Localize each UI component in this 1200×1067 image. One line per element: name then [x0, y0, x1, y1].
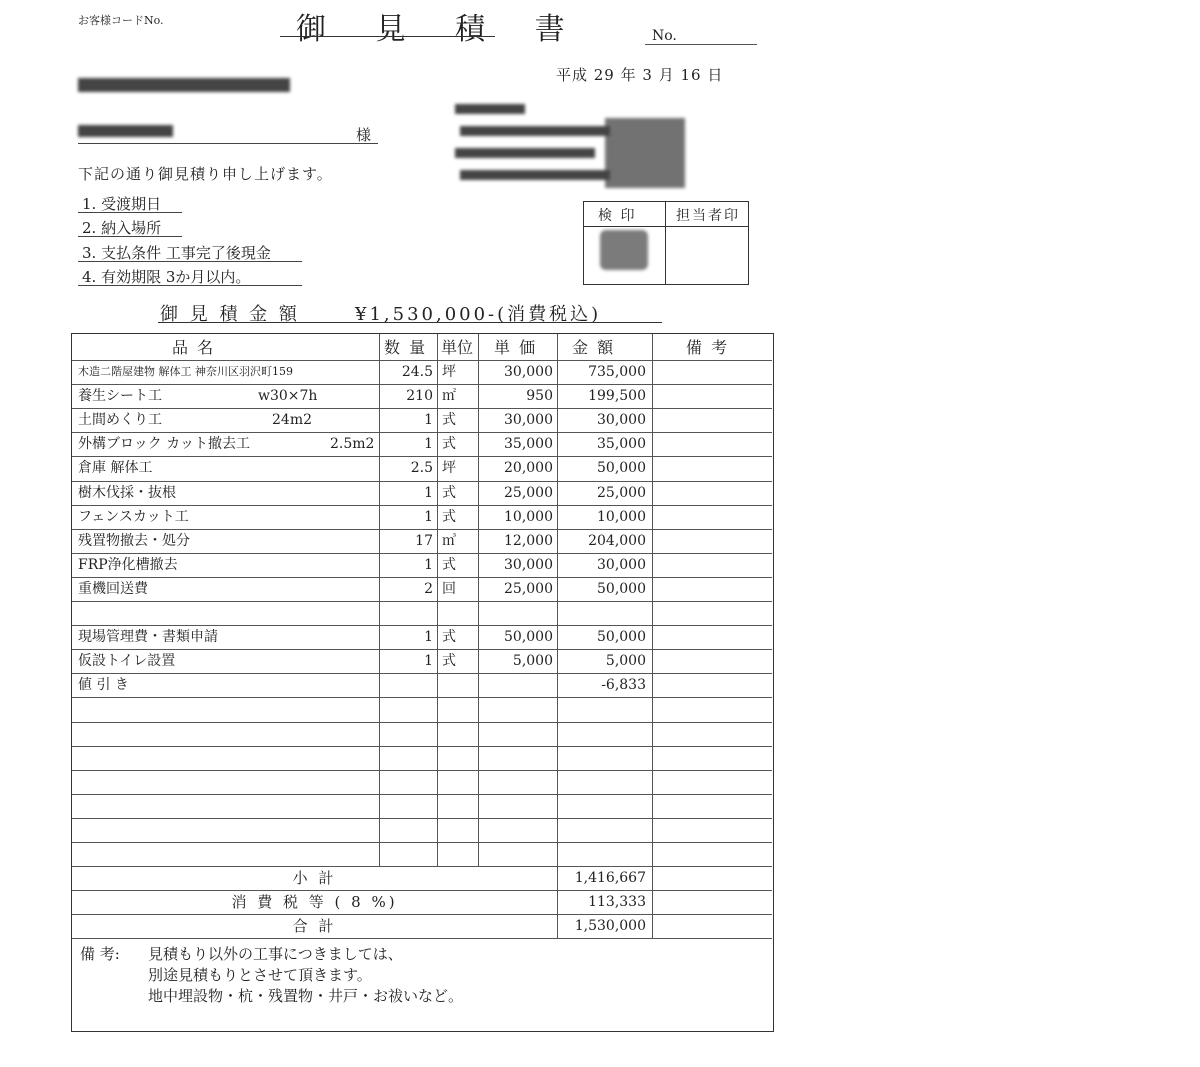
note-line: 別途見積もりとさせて頂きます。: [148, 966, 372, 984]
table-row-line: [72, 842, 772, 843]
inspection-stamp-label: 検 印: [598, 208, 637, 224]
item-qty-cell: 1: [424, 484, 433, 501]
table-column-line: [652, 334, 653, 938]
item-price-cell: 12,000: [504, 532, 553, 549]
item-unit-cell: 式: [442, 412, 456, 429]
item-amount-cell: 199,500: [588, 388, 646, 405]
item-qty-cell: 2: [424, 580, 433, 597]
item-unit-cell: ㎥: [442, 532, 456, 549]
intro-text: 下記の通り御見積り申し上げます。: [78, 165, 333, 183]
item-unit-cell: 坪: [442, 364, 456, 380]
item-name-cell: 残置物撤去・処分: [78, 532, 190, 549]
col-header-qty: 数 量: [384, 338, 428, 357]
item-name-cell: 倉庫 解体工: [78, 460, 153, 477]
item-amount-cell: 10,000: [597, 508, 646, 525]
item-qty-cell: 1: [424, 508, 433, 525]
item-unit-cell: 式: [442, 484, 456, 501]
table-row-line: [72, 673, 772, 674]
item-amount-cell: 50,000: [597, 460, 646, 477]
item-name-cell: 養生シート工: [78, 388, 162, 405]
item-price-cell: 5,000: [512, 653, 553, 670]
item-unit-cell: 式: [442, 508, 456, 525]
estimate-table: [71, 333, 774, 1032]
item-name-cell: 外構ブロック カット撤去工: [78, 436, 251, 453]
person-in-charge-stamp-label: 担当者印: [676, 208, 740, 224]
item-unit-cell: 回: [442, 580, 456, 597]
condition-underline: [78, 285, 302, 286]
customer-code-label: お客様コードNo.: [78, 14, 164, 27]
item-qty-cell: 1: [424, 436, 433, 453]
condition-underline: [78, 212, 182, 213]
item-name-cell: 土間めくり工: [78, 412, 162, 429]
item-price-cell: 50,000: [504, 629, 553, 646]
item-qty-cell: 1: [424, 653, 433, 670]
item-unit-cell: 式: [442, 556, 456, 573]
table-column-line: [557, 334, 558, 938]
inspection-seal: [600, 230, 648, 270]
customer-name-underline: [78, 143, 378, 144]
summary-row-line: [72, 938, 772, 939]
item-price-cell: 10,000: [504, 508, 553, 525]
item-name-cell: 現場管理費・書類申請: [78, 629, 218, 646]
item-qty-cell: 2.5: [410, 460, 433, 477]
issue-date: 平成 29 年 3 月 16 日: [556, 66, 724, 84]
col-header-amount: 金 額: [572, 338, 616, 357]
subtotal-value: 1,416,667: [574, 870, 646, 887]
table-row-line: [72, 722, 772, 723]
redacted-company-line-4: [460, 170, 610, 180]
stamp-divider: [583, 226, 749, 227]
item-name-cell: 重機回送費: [78, 580, 148, 597]
stamp-divider: [665, 201, 666, 285]
item-spec-cell: w30×7h: [258, 388, 318, 405]
item-amount-cell: 735,000: [588, 364, 646, 380]
col-header-unit: 単位: [441, 338, 474, 357]
item-qty-cell: 1: [424, 556, 433, 573]
number-label: No.: [652, 28, 677, 44]
item-unit-cell: 式: [442, 653, 456, 670]
table-row-line: [72, 601, 772, 602]
subtotal-label: 小 計: [292, 869, 337, 888]
condition-underline: [78, 261, 302, 262]
condition-validity: 4. 有効期限 3か月以内。: [82, 268, 251, 286]
item-price-cell: 30,000: [504, 556, 553, 573]
item-name-cell: 木造二階屋建物 解体工 神奈川区羽沢町159: [78, 365, 293, 378]
col-header-name: 品 名: [172, 338, 216, 357]
total-label: 合 計: [292, 917, 337, 936]
item-qty-cell: 210: [406, 388, 433, 405]
redacted-customer-name: [78, 125, 173, 137]
item-amount-cell: 35,000: [597, 436, 646, 453]
item-amount-cell: 30,000: [597, 556, 646, 573]
item-price-cell: 20,000: [504, 460, 553, 477]
table-row-line: [72, 770, 772, 771]
item-amount-cell: 30,000: [597, 412, 646, 429]
redacted-company-line-2: [460, 126, 610, 136]
table-column-line: [379, 334, 380, 866]
item-name-cell: フェンスカット工: [78, 508, 189, 525]
redacted-company-line-1: [455, 104, 525, 114]
item-amount-cell: 5,000: [605, 653, 646, 670]
item-qty-cell: 1: [424, 412, 433, 429]
total-value: 1,530,000: [574, 918, 646, 935]
item-price-cell: 30,000: [504, 364, 553, 380]
item-price-cell: 950: [526, 388, 553, 405]
item-price-cell: 25,000: [504, 484, 553, 501]
number-underline: [645, 44, 757, 45]
col-header-unit-price: 単 価: [494, 338, 538, 357]
company-seal: [605, 118, 685, 188]
item-qty-cell: 1: [424, 629, 433, 646]
amount-underline: [158, 322, 662, 323]
table-column-line: [478, 334, 479, 866]
item-unit-cell: 坪: [442, 460, 456, 477]
notes-label: 備 考:: [80, 945, 120, 963]
table-column-line: [437, 334, 438, 866]
item-amount-cell: 204,000: [588, 532, 646, 549]
col-header-remarks: 備 考: [686, 338, 730, 357]
item-name-cell: 樹木伐採・抜根: [78, 484, 176, 501]
table-row-line: [72, 794, 772, 795]
table-row-line: [72, 818, 772, 819]
condition-payment-terms: 3. 支払条件 工事完了後現金: [82, 244, 271, 262]
table-row-line: [72, 697, 772, 698]
condition-delivery-date: 1. 受渡期日: [82, 195, 162, 213]
note-line: 見積もり以外の工事につきましては、: [148, 945, 403, 963]
document-title: 御 見 積 書: [296, 12, 585, 47]
condition-delivery-place: 2. 納入場所: [82, 219, 162, 237]
note-line: 地中埋設物・杭・残置物・井戸・お祓いなど。: [148, 987, 464, 1005]
item-price-cell: 25,000: [504, 580, 553, 597]
item-price-cell: 30,000: [504, 412, 553, 429]
item-amount-cell: -6,833: [601, 677, 646, 694]
item-unit-cell: ㎡: [442, 388, 456, 405]
item-spec-cell: 2.5m2: [330, 436, 375, 453]
title-underline: [280, 36, 495, 37]
item-qty-cell: 17: [415, 532, 433, 549]
redacted-company-line-3: [455, 148, 595, 158]
item-amount-cell: 50,000: [597, 580, 646, 597]
item-price-cell: 35,000: [504, 436, 553, 453]
item-name-cell: FRP浄化槽撤去: [78, 556, 178, 573]
redacted-customer-address: [78, 78, 290, 92]
tax-value: 113,333: [588, 894, 646, 911]
item-name-cell: 値 引 き: [78, 677, 129, 694]
estimate-amount-value: ¥1,530,000-(消費税込): [355, 304, 602, 325]
tax-label: 消 費 税 等 ( 8 %): [231, 893, 398, 912]
item-amount-cell: 25,000: [597, 484, 646, 501]
table-row-line: [72, 746, 772, 747]
item-unit-cell: 式: [442, 436, 456, 453]
item-amount-cell: 50,000: [597, 629, 646, 646]
item-qty-cell: 24.5: [401, 364, 433, 380]
condition-underline: [78, 236, 182, 237]
item-name-cell: 仮設トイレ設置: [78, 653, 176, 670]
sama-honorific: 様: [356, 126, 372, 144]
estimate-amount-label: 御 見 積 金 額: [160, 304, 300, 325]
item-unit-cell: 式: [442, 629, 456, 646]
item-spec-cell: 24m2: [272, 412, 312, 429]
